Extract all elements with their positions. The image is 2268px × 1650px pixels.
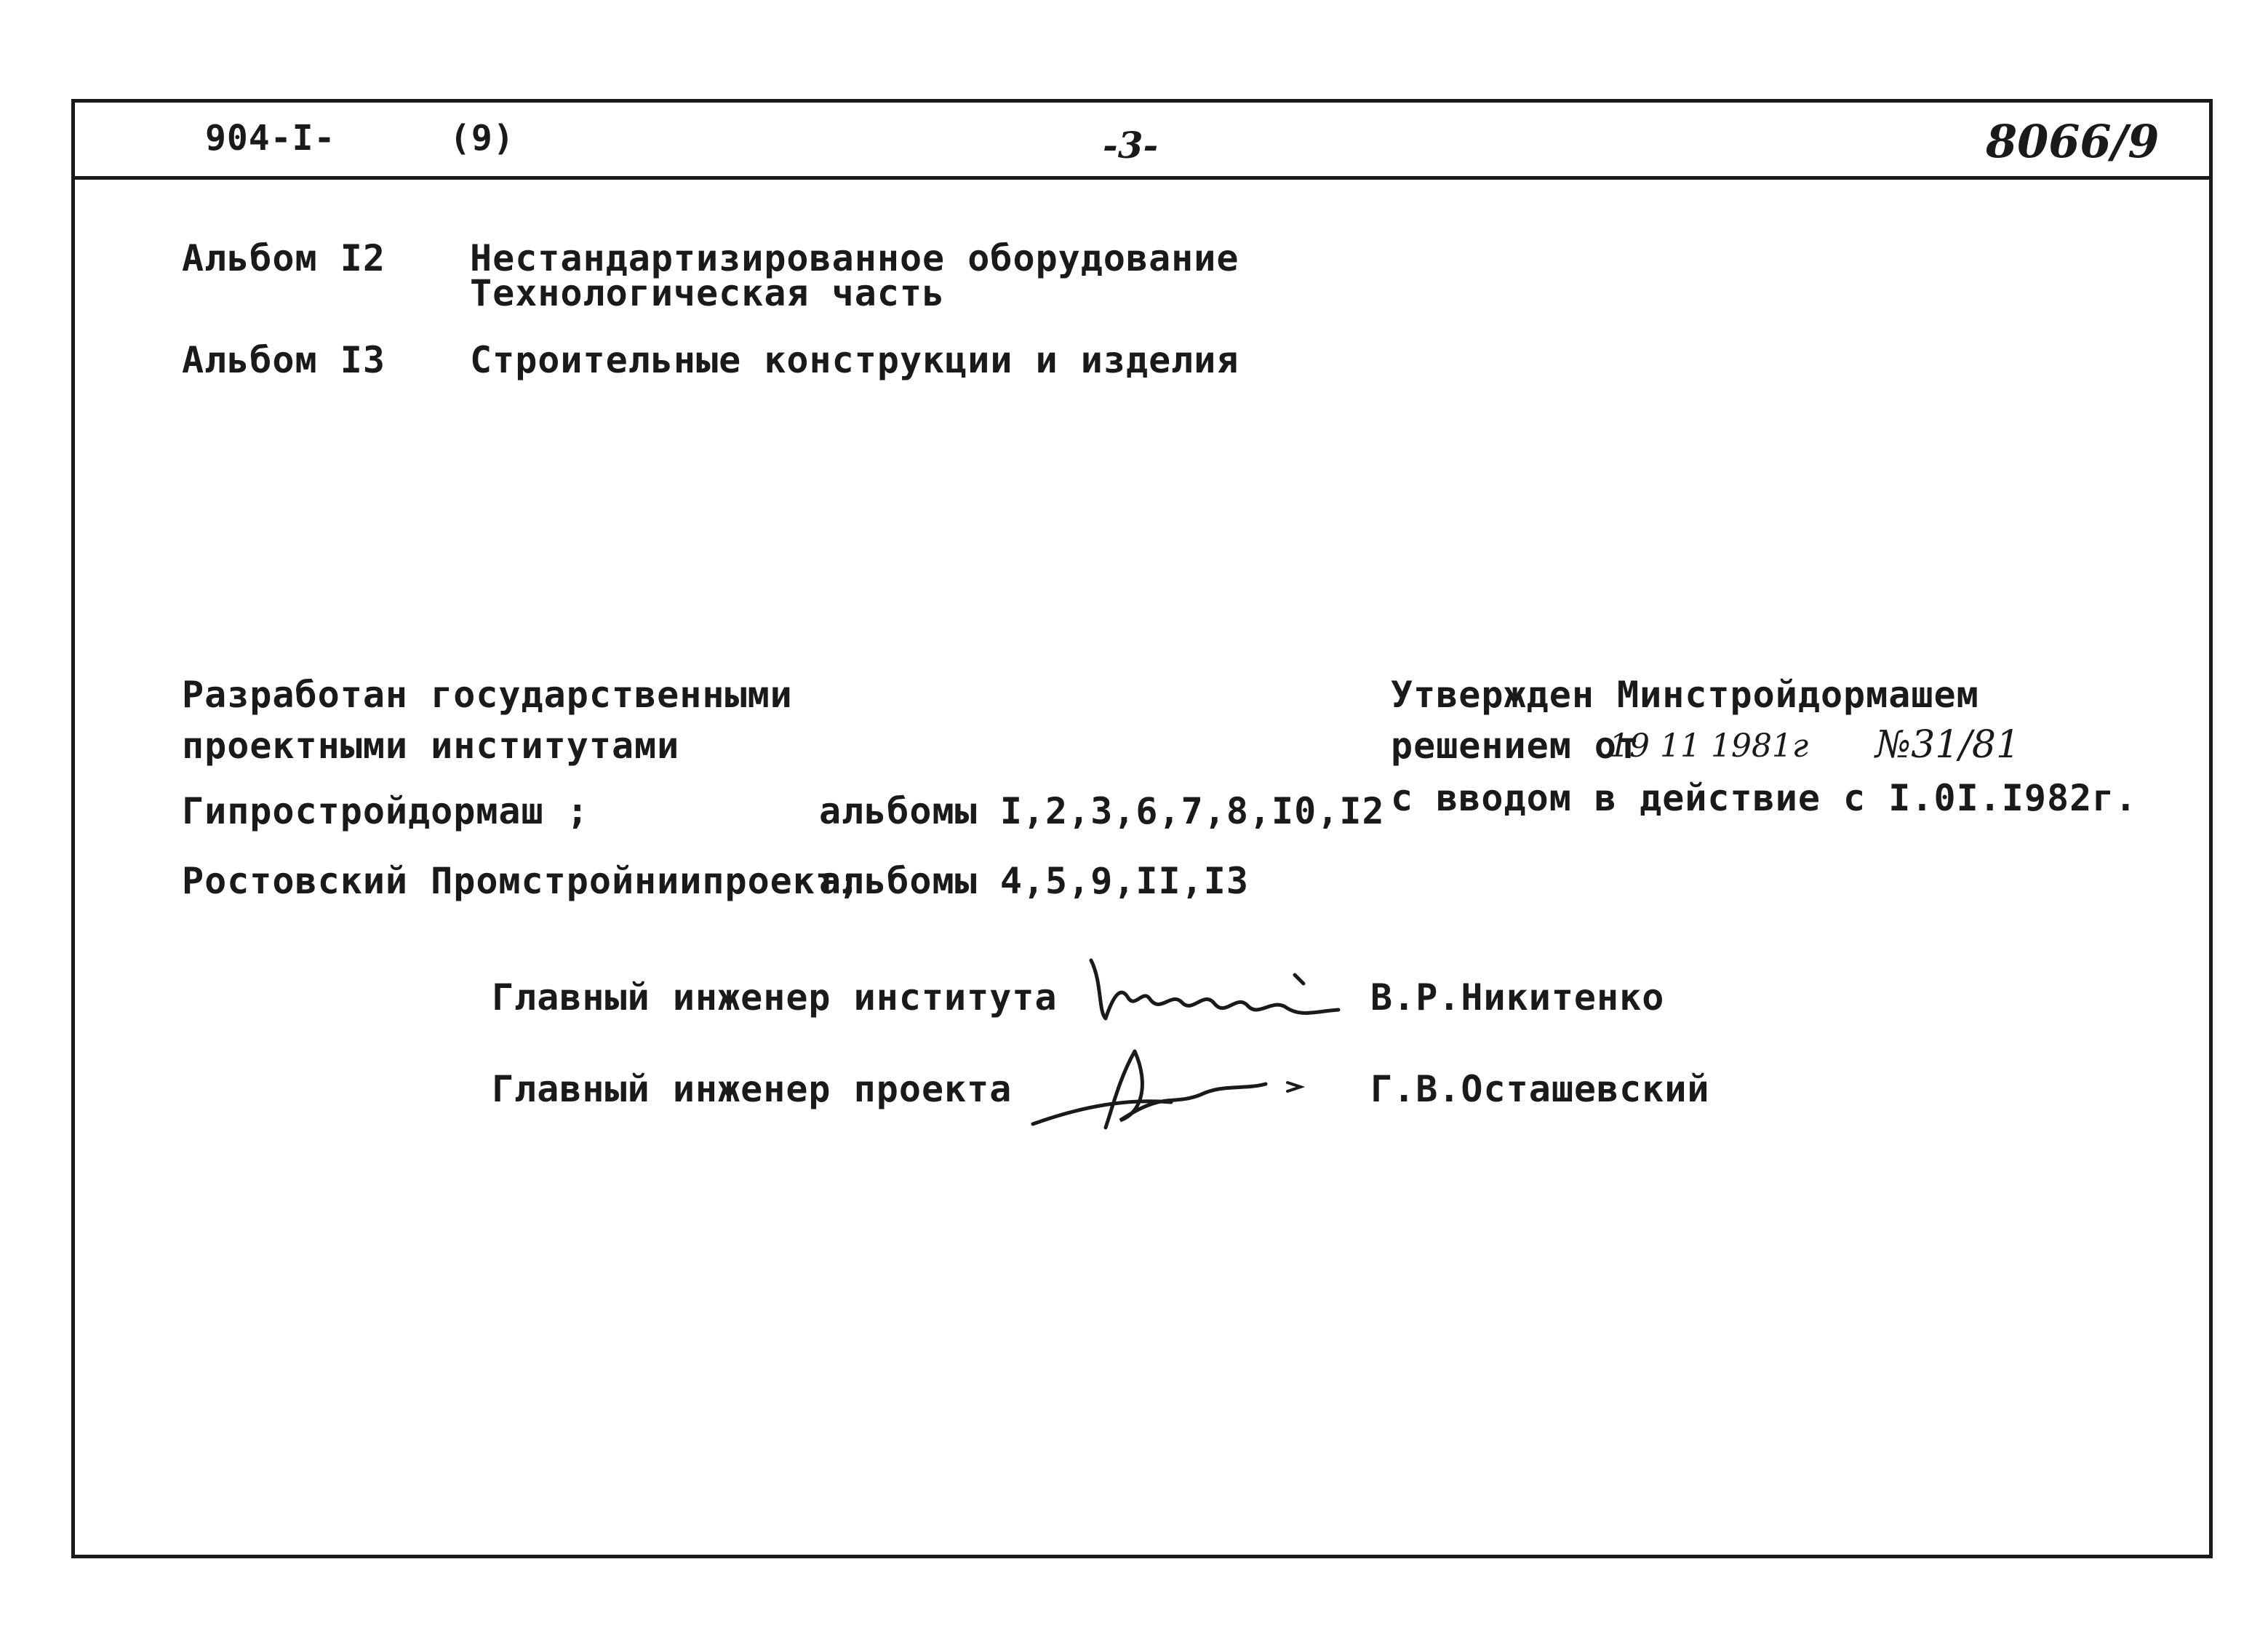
header-rule bbox=[71, 176, 2213, 180]
album-13-title: Строительные конструкции и изделия bbox=[470, 339, 1239, 381]
approved-line1: Утвержден Минстройдормашем bbox=[1391, 674, 1979, 716]
approved-date-handwritten: 19 11 1981г bbox=[1609, 728, 1809, 765]
signature-2-image bbox=[1026, 1033, 1317, 1142]
institute-2-name: Ростовский Промстройниипроект; bbox=[182, 860, 861, 902]
album-12-title-line2: Технологическая часть bbox=[470, 272, 946, 314]
developed-line2: проектными институтами bbox=[182, 725, 680, 767]
album-12-label: Альбом I2 bbox=[182, 237, 386, 279]
institute-2-albums: альбомы 4,5,9,II,I3 bbox=[819, 860, 1249, 902]
signature-2-name: Г.В.Осташевский bbox=[1370, 1068, 1710, 1110]
header-series: 904-I- bbox=[205, 118, 336, 159]
institute-1-albums: альбомы I,2,3,6,7,8,I0,I2 bbox=[819, 790, 1385, 832]
header-page-number: -3- bbox=[1103, 124, 1159, 167]
approved-line2-prefix: решением от bbox=[1391, 725, 1640, 767]
signature-1-image bbox=[1077, 946, 1353, 1033]
institute-1-name: Гипростройдормаш ; bbox=[182, 790, 589, 832]
header-issue: (9) bbox=[450, 118, 515, 159]
album-12-title-line1: Нестандартизированное оборудование bbox=[470, 237, 1239, 279]
signature-1-role: Главный инженер института bbox=[492, 976, 1058, 1019]
signature-2-role: Главный инженер проекта bbox=[492, 1068, 1013, 1110]
approved-number-handwritten: №31/81 bbox=[1875, 723, 2021, 767]
album-13-label: Альбом I3 bbox=[182, 339, 386, 381]
header-doc-number: 8066/9 bbox=[1986, 115, 2160, 168]
approved-line3: с вводом в действие с I.0I.I982г. bbox=[1391, 777, 2138, 819]
signature-1-name: В.Р.Никитенко bbox=[1370, 976, 1665, 1019]
developed-line1: Разработан государственными bbox=[182, 674, 793, 716]
